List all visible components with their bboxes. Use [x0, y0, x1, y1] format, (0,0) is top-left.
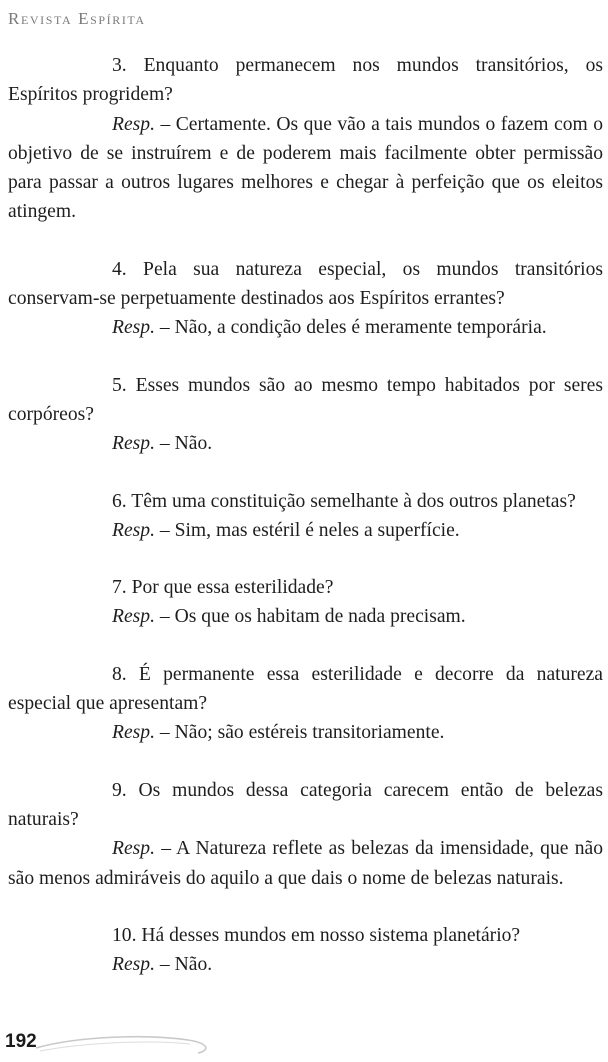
qa-item-3 [8, 51, 603, 227]
qa-item-9 [8, 776, 603, 893]
answer-paragraph [8, 718, 603, 747]
question-text: 9. Os mundos dessa categoria carecem então de belezas naturais? [8, 779, 603, 830]
answer-text: – A Natureza reflete as belezas da imensidade, que não são menos admiráveis do aquilo a que dais o nome de belezas naturais. [8, 838, 603, 889]
answer-text: – Os que os habitam de nada precisam. [155, 606, 466, 628]
answer-paragraph [8, 110, 603, 227]
question-text: 7. Por que essa esterilidade? [112, 577, 334, 599]
page-body [8, 51, 603, 1007]
resp-label: Resp. [112, 606, 155, 628]
answer-text: – Não, a condição deles é meramente temporária. [155, 317, 547, 339]
question-text: 4. Pela sua natureza especial, os mundos transitórios conservam-se perpetuamente destinados aos Espíritos errantes? [8, 258, 603, 310]
answer-text: – Certamente. Os que vão a tais mundos o fazem com o objetivo de se instruírem e de poderem mais facilmente obter permissão para passar a outros lugares melhores e chegar à perfeição que os eleitos atingem. [8, 113, 603, 223]
resp-label: Resp. [112, 519, 155, 541]
answer-paragraph [8, 429, 603, 458]
answer-text: – Não. [155, 954, 213, 976]
qa-item-7 [8, 573, 603, 632]
resp-label: Resp. [112, 838, 155, 860]
resp-label: Resp. [112, 722, 155, 744]
qa-item-8 [8, 660, 603, 748]
answer-text: – Sim, mas estéril é neles a superfície. [155, 519, 460, 541]
answer-paragraph [8, 313, 603, 342]
qa-item-10 [8, 921, 603, 980]
resp-label: Resp. [112, 317, 155, 339]
answer-paragraph [8, 516, 603, 545]
answer-text: – Não; são estéreis transitoriamente. [155, 722, 445, 744]
footer-swoosh-ornament [28, 1030, 218, 1058]
answer-paragraph [8, 834, 603, 893]
running-header: Revista Espírita [8, 9, 146, 28]
resp-label: Resp. [112, 954, 155, 976]
resp-label: Resp. [112, 433, 155, 455]
question-text: 3. Enquanto permanecem nos mundos transitórios, os Espíritos progridem? [8, 55, 603, 106]
page-number: 192 [5, 1031, 37, 1052]
question-text: 6. Têm uma constituição semelhante à dos outros planetas? [112, 490, 576, 512]
answer-text: – Não. [155, 433, 213, 455]
resp-label: Resp. [112, 113, 155, 135]
qa-item-5 [8, 371, 603, 459]
answer-paragraph [8, 602, 603, 631]
question-text: 10. Há desses mundos em nosso sistema planetário? [112, 924, 521, 946]
qa-item-6 [8, 487, 603, 546]
question-text: 5. Esses mundos são ao mesmo tempo habitados por seres corpóreos? [8, 374, 603, 425]
qa-item-4 [8, 255, 603, 343]
answer-paragraph [8, 950, 603, 979]
question-text: 8. É permanente essa esterilidade e decorre da natureza especial que apresentam? [8, 663, 603, 715]
